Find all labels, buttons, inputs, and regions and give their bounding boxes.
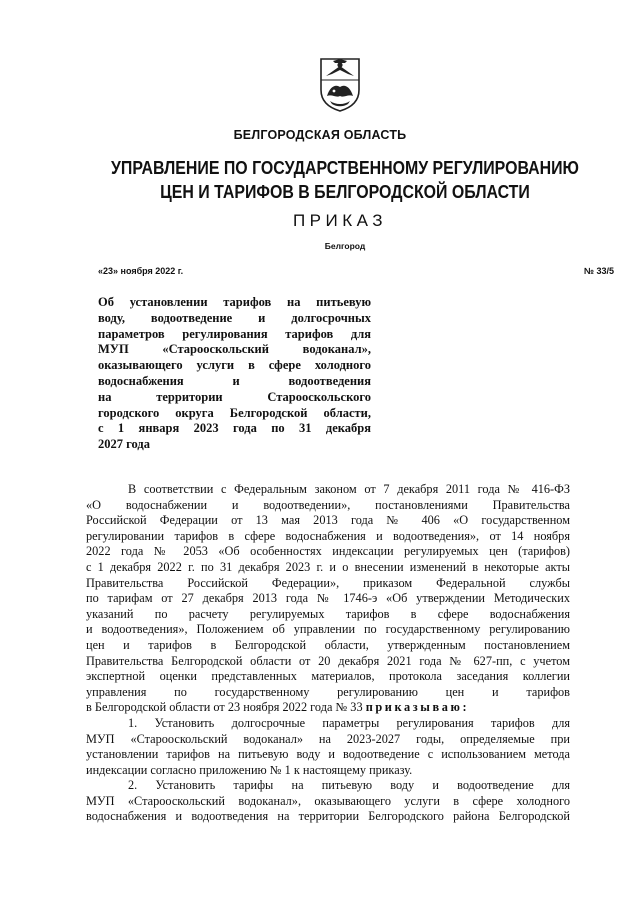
agency-name-line-1: УПРАВЛЕНИЕ ПО ГОСУДАРСТВЕННОМУ РЕГУЛИРОВАНИЮ [111, 157, 579, 178]
document-number: № 33/5 [583, 266, 614, 276]
title-line: оказывающего услуги в сфере холодного [98, 358, 371, 373]
body-line: и водоотведения», Положением об управлении по государственному регулированию [86, 622, 570, 637]
document-date: «23» ноября 2022 г. [98, 266, 184, 276]
clause-2-line: МУП «Старооскольский водоканал», оказывающего услуги в сфере холодного [86, 793, 570, 808]
title-line: городского округа Белгородской области, [98, 405, 371, 420]
body-line: Правительства Белгородской области от 20 декабря 2021 года № 627-пп, с учетом [86, 653, 570, 668]
document-type: ПРИКАЗ [292, 211, 388, 230]
agency-name [100, 156, 590, 204]
title-line: 2027 года [98, 437, 150, 452]
title-line: водоснабжения и водоотведения [98, 373, 371, 388]
body-line: с 1 декабря 2022 г. по 31 декабря 2023 г. и о внесении изменений в некоторые акты [86, 559, 570, 574]
title-line: МУП «Старооскольский водоканал», [98, 342, 371, 357]
body-line: по тарифам от 27 декабря 2013 года № 1746-э «Об утверждении Методических [86, 591, 570, 606]
agency-name-line-2: ЦЕН И ТАРИФОВ В БЕЛГОРОДСКОЙ ОБЛАСТИ [160, 181, 530, 202]
order-word: приказываю: [365, 700, 470, 715]
title-line: Об установлении тарифов на питьевую [98, 295, 371, 309]
clause-1-line: индексации согласно приложению № 1 к настоящему приказу. [86, 762, 413, 777]
body-line: Правительства Российской Федерации», приказом Федеральной службы [86, 575, 570, 590]
title-line: на территории Старооскольского [98, 389, 371, 404]
document-body [86, 482, 570, 825]
body-line: В соответствии с Федеральным законом от 7 декабря 2011 года № 416-ФЗ [128, 482, 570, 496]
city-name: Белгород [324, 241, 366, 251]
body-line: Российской Федерации от 13 мая 2013 года № 406 «О государственном [86, 513, 570, 528]
title-line: воду, водоотведение и долгосрочных [98, 310, 371, 325]
body-line: экспертной оценки представленных материалов, протокола заседания коллегии [86, 669, 570, 684]
body-line: цен и тарифов в Белгородской области, утвержденным постановлением [86, 637, 570, 652]
clause-2-line: водоснабжения и водоотведения на территории Белгородского района Белгородской [86, 809, 570, 824]
region-name: БЕЛГОРОДСКАЯ ОБЛАСТЬ [233, 128, 407, 142]
body-line: 2022 года № 2053 «Об особенностях индексации регулируемых цен (тарифов) [86, 544, 570, 559]
title-line: с 1 января 2023 года по 31 декабря [98, 421, 371, 436]
coat-of-arms-emblem [318, 56, 362, 112]
clause-1-line: установлении тарифов на питьевую воду и водоотведение с использованием метода [86, 747, 570, 762]
title-line: параметров регулирования тарифов для [98, 326, 371, 341]
clause-1-line: 1. Установить долгосрочные параметры регулирования тарифов для [128, 715, 570, 730]
body-line: регулировании тарифов в сфере водоснабжения и водоотведения», от 14 ноября [86, 528, 570, 543]
document-title [98, 295, 371, 453]
body-line: указаний по расчету регулируемых тарифов в сфере водоснабжения [86, 606, 570, 621]
body-line: «О водоснабжении и водоотведении», постановлениями Правительства [86, 497, 570, 512]
body-line-text: в Белгородской области от 23 ноября 2022 года № 33 [86, 700, 363, 715]
clause-1-line: МУП «Старооскольский водоканал» на 2023-2027 годы, определяемые при [86, 731, 570, 746]
body-line: управления по государственному регулированию цен и тарифов [86, 684, 570, 699]
body-line-order [86, 700, 570, 716]
clause-2-line: 2. Установить тарифы на питьевую воду и водоотведение для [128, 778, 570, 793]
